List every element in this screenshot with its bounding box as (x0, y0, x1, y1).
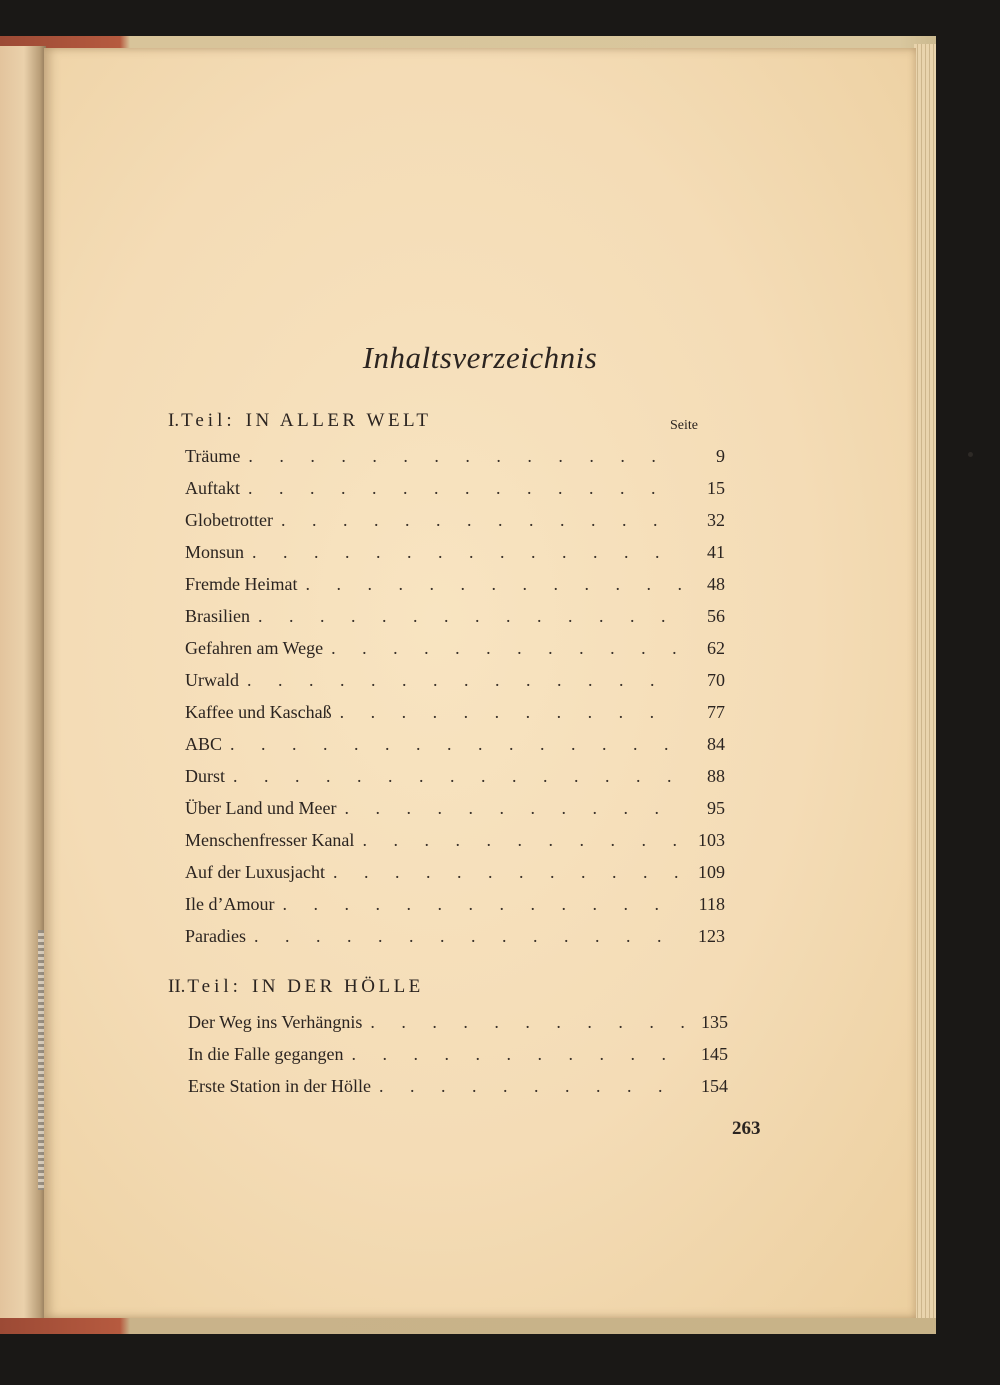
dot-leader (340, 702, 681, 723)
toc-entry-title: Globetrotter (185, 510, 273, 530)
dot-leader (379, 1076, 684, 1097)
dot-leader (252, 542, 681, 563)
dot-leader (230, 734, 681, 755)
part-2-header (168, 976, 424, 1004)
cover-edge-bottom (0, 1318, 936, 1334)
toc-entry-title: Auf der Luxusjacht (185, 862, 325, 882)
toc-entry (185, 606, 725, 638)
part-2-teil: Teil: (187, 976, 242, 997)
dot-leader (305, 574, 681, 595)
toc-entry (185, 478, 725, 510)
page-number: 263 (732, 1118, 761, 1139)
dot-leader (331, 638, 681, 659)
toc-entry-title: Kaffee und Kaschaß (185, 702, 332, 722)
toc-entry-title: Ile d’Amour (185, 894, 275, 914)
toc-entry (185, 670, 725, 702)
toc-entry (185, 702, 725, 734)
toc-entry-page: 109 (698, 862, 725, 882)
toc-entry-page: 88 (707, 766, 725, 786)
page-edges (914, 44, 936, 1330)
toc-entry-page: 95 (707, 798, 725, 818)
toc-entry-page: 77 (707, 702, 725, 722)
toc-entry-title: Fremde Heimat (185, 574, 298, 594)
toc-entry-title: Gefahren am Wege (185, 638, 324, 658)
dot-leader (370, 1012, 684, 1033)
dot-leader (247, 670, 681, 691)
toc-entry-title: Auftakt (185, 478, 240, 498)
toc-entry-title: Träume (185, 446, 241, 466)
dot-leader (233, 766, 681, 787)
toc-entry-title: Menschenfresser Kanal (185, 830, 355, 850)
toc-entry-page: 84 (707, 734, 725, 754)
dust-speck (968, 452, 973, 457)
page-title: Inhaltsverzeichnis (362, 340, 598, 375)
toc-entry-title: Paradies (185, 926, 246, 946)
toc-entry-page: 123 (698, 926, 725, 946)
toc-entry-page: 41 (707, 542, 725, 562)
toc-entry-title: Erste Station in der Hölle (188, 1076, 371, 1096)
toc-entry (185, 830, 725, 862)
toc-entry-title: Über Land und Meer (185, 798, 337, 818)
toc-entry (185, 446, 725, 478)
toc-entry (185, 798, 725, 830)
toc-entry-title: Durst (185, 766, 225, 786)
part-2-name: IN DER HÖLLE (251, 976, 424, 997)
toc-entry (185, 638, 725, 670)
toc-entry-page: 70 (707, 670, 725, 690)
toc-entry (185, 734, 725, 766)
dot-leader (362, 830, 681, 851)
dot-leader (344, 798, 681, 819)
dot-leader (248, 478, 681, 499)
toc-entry (188, 1076, 728, 1108)
dot-leader (258, 606, 681, 627)
toc-entry-page: 56 (707, 606, 725, 626)
part-1-name: IN ALLER WELT (245, 410, 432, 431)
toc-entry-page: 32 (707, 510, 725, 530)
toc-entry-title: ABC (185, 734, 223, 754)
book-page (44, 48, 916, 1318)
toc-entry (185, 510, 725, 542)
dot-leader (248, 446, 681, 467)
toc-entry-page: 145 (701, 1044, 728, 1064)
toc-entry-page: 15 (707, 478, 725, 498)
toc-entry (185, 542, 725, 574)
toc-entry-title: In die Falle gegangen (188, 1044, 344, 1064)
dot-leader (282, 894, 681, 915)
toc-entry-title: Brasilien (185, 606, 250, 626)
toc-entry-page: 103 (698, 830, 725, 850)
dot-leader (333, 862, 681, 883)
toc-entry-page: 62 (707, 638, 725, 658)
toc-entry (188, 1012, 728, 1044)
part-2-numeral: II. (168, 976, 186, 997)
toc-entry (185, 862, 725, 894)
seite-label: Seite (670, 418, 698, 433)
toc-entry-title: Monsun (185, 542, 245, 562)
toc-entry-page: 9 (716, 446, 725, 466)
dot-leader (281, 510, 681, 531)
toc-entry-page: 118 (698, 894, 725, 914)
toc-entry-page: 48 (707, 574, 725, 594)
dot-leader (351, 1044, 684, 1065)
toc-entry-title: Urwald (185, 670, 239, 690)
toc-entry-page: 135 (701, 1012, 728, 1032)
toc-entry (185, 574, 725, 606)
toc-entry (185, 926, 725, 958)
toc-entry-title: Der Weg ins Verhängnis (188, 1012, 363, 1032)
part-1-numeral: I. (168, 410, 180, 431)
part-1-header (168, 410, 432, 438)
toc-entry-page: 154 (701, 1076, 728, 1096)
part-1-teil: Teil: (181, 410, 236, 431)
toc-entry (188, 1044, 728, 1076)
toc-entry (185, 766, 725, 798)
toc-entry (185, 894, 725, 926)
dot-leader (254, 926, 681, 947)
